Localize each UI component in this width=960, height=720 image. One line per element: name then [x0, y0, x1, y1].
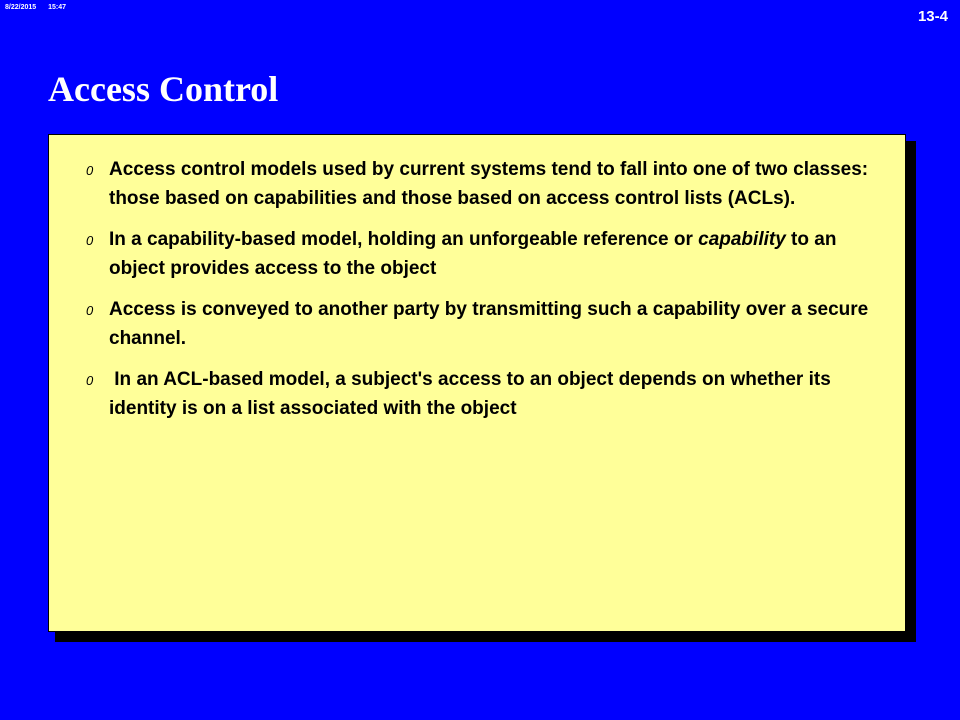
bullet-emphasis: capability: [698, 229, 786, 250]
bullet-text: In a capability-based model, holding an unforgeable reference or: [109, 229, 699, 250]
bullet-item: [49, 155, 905, 213]
bullet-list: [49, 155, 905, 435]
bullet-text-continued: to an object provides access to the object: [109, 229, 837, 279]
slide-timestamp: [5, 4, 66, 11]
bullet-text: In an ACL-based model, a subject's access to an object depends on whether its identity is on a list associated with the object: [109, 369, 837, 419]
slide-time: 15:47: [48, 4, 67, 11]
slide-date: 8/22/2015: [5, 4, 37, 11]
bullet-marker-icon: 0: [86, 163, 94, 178]
bullet-marker-icon: 0: [86, 233, 94, 248]
content-panel: [48, 134, 906, 632]
bullet-item: [49, 295, 905, 353]
bullet-text: Access control models used by current systems tend to fall into one of two classes: those based on capabilities and those based on access control lists (ACLs).: [109, 159, 869, 209]
slide-title: Access Control: [48, 69, 279, 109]
bullet-item: [49, 365, 905, 423]
bullet-text: Access is conveyed to another party by transmitting such a capability over a secure channel.: [109, 299, 869, 349]
bullet-item: [49, 225, 905, 283]
bullet-marker-icon: 0: [86, 303, 94, 318]
bullet-marker-icon: 0: [86, 373, 94, 388]
page-number: 13-4: [917, 8, 948, 25]
